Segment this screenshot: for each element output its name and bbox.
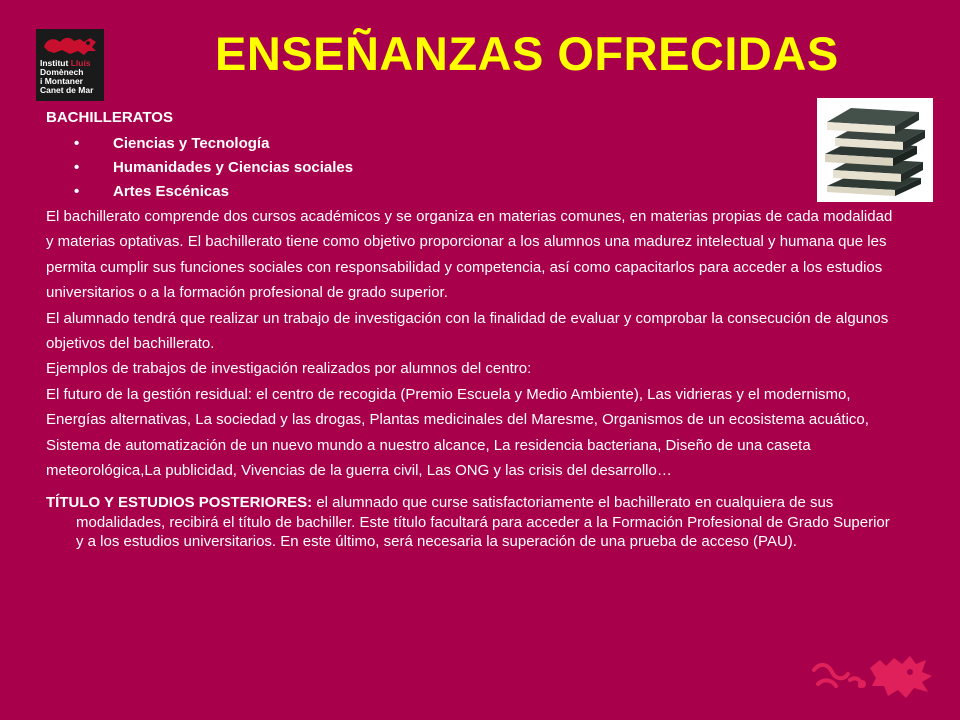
paragraph-examples: El futuro de la gestión residual: el centro de recogida (Premio Escuela y Medio Ambiente), Las vidrieras y el modernismo, Energías alternativas, La sociedad y las drogas, Plantas medicinales del Maresme, Organismos de un ecosistema acuático, Sistema de automatización de un nuevo mundo a nuestro alcance, La residencia bacteriana, Diseño de una caseta meteorológica,La publicidad, Vivencias de la guerra civil, Las ONG y las crisis del desarrollo… [46, 385, 869, 480]
dragon-ornament [810, 650, 940, 705]
dragon-ornament-icon [810, 650, 940, 705]
paragraph-title-studies [46, 493, 896, 552]
logo-line1b: Lluís [70, 58, 91, 68]
list-item [46, 156, 896, 180]
logo-line3: i Montaner [40, 76, 83, 86]
modalities-list [46, 132, 896, 204]
list-item [46, 132, 896, 156]
section-heading: BACHILLERATOS [46, 109, 173, 126]
bullet-icon: • [74, 135, 80, 152]
logo-line4: Canet de Mar [40, 85, 94, 95]
list-item-label: Artes Escénicas [113, 183, 229, 200]
list-item-label: Ciencias y Tecnología [113, 135, 270, 152]
page-title: ENSEÑANZAS OFRECIDAS [215, 27, 839, 80]
logo-line1: Institut [40, 58, 69, 68]
paragraph-description: El bachillerato comprende dos cursos académicos y se organiza en materias comunes, en materias propias de cada modalidad y materias optativas. El bachillerato tiene como objetivo proporcionar a los alumnos una madurez intelectual y humana que les permita cumplir sus funciones sociales con responsabilidad y competencia, así como capacitarlos para acceder a los estudios universitarios o a la formación profesional de grado superior. [46, 208, 893, 302]
list-item [46, 180, 896, 204]
bullet-icon: • [74, 159, 80, 176]
paragraph-examples-intro: Ejemplos de trabajos de investigación realizados por alumnos del centro: [46, 360, 532, 378]
bullet-icon: • [74, 183, 80, 200]
school-logo [36, 29, 104, 101]
title-studies-label: TÍTULO Y ESTUDIOS POSTERIORES: [46, 494, 313, 512]
title-studies-text: el alumnado que curse satisfactoriamente el bachillerato en cualquiera de sus modalidades, recibirá el título de bachiller. Este título facultará para acceder a la Formación Profesional de Grado Superior y a los estudios universitarios. En este último, será necesaria la superación de una prueba de acceso (PAU). [76, 494, 890, 551]
paragraph-research: El alumnado tendrá que realizar un trabajo de investigación con la finalidad de evaluar y comprobar la consecución de algunos objetivos del bachillerato. [46, 309, 889, 353]
dragon-logo-icon [40, 33, 100, 59]
main-content [46, 107, 896, 552]
logo-line2: Domènech [40, 67, 84, 77]
list-item-label: Humanidades y Ciencias sociales [113, 159, 354, 176]
